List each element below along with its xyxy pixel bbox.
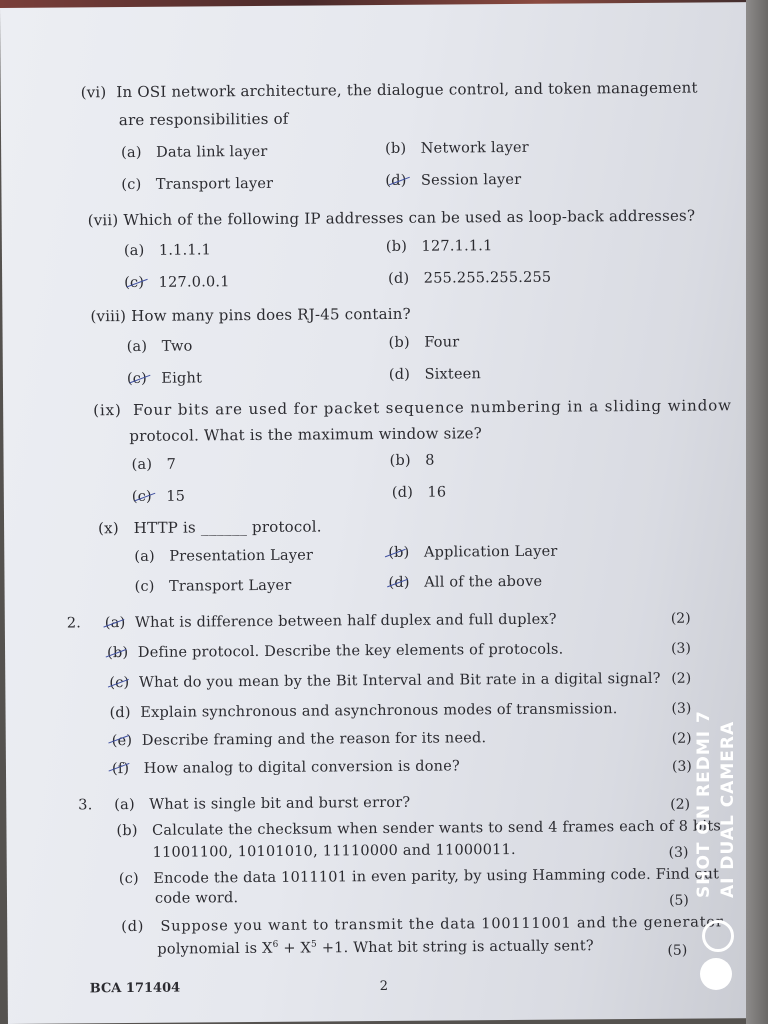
question-x: [98, 517, 322, 537]
option-b: (b) Four: [388, 334, 460, 351]
marks: (2): [670, 610, 691, 627]
question-text: Four bits are used for packet sequence numbering in a sliding window: [132, 396, 732, 419]
q2-part-d: (d) Explain synchronous and asynchronous modes of transmission.: [109, 701, 618, 722]
question-text: Which of the following IP addresses can be used as loop-back addresses?: [123, 206, 696, 230]
question-number: (vi): [80, 83, 107, 102]
option-b: (b) Application Layer: [388, 543, 558, 561]
question-text: In OSI network architecture, the dialogue control, and token management: [116, 78, 698, 102]
q2-part-e: (e) Describe framing and the reason for its need.: [111, 730, 487, 750]
watermark-logo-ring: [702, 920, 734, 952]
watermark-logo-dot: [700, 958, 732, 990]
photo-right-edge: [746, 0, 768, 1024]
q3-part-a: (a) What is single bit and burst error?: [114, 794, 411, 814]
marks: (2): [671, 670, 692, 687]
page-number: 2: [379, 978, 389, 995]
q2-part-c: (c) What do you mean by the Bit Interval and Bit rate in a digital signal?: [109, 670, 661, 692]
question-text: HTTP is ______ protocol.: [133, 517, 322, 537]
option-c: (c) Transport layer: [121, 175, 274, 194]
question-number: (viii): [90, 307, 127, 326]
q3-part-d-cont: polynomial is $X^6 + X^5 +1$. What bit string is actually sent?: [157, 938, 594, 958]
option-b: (b) Network layer: [385, 139, 529, 157]
marks: (3): [668, 844, 689, 861]
option-c: (c) 127.0.0.1: [124, 274, 230, 292]
question-text-cont: protocol. What is the maximum window size?: [129, 424, 483, 445]
q3-part-b-cont: 11001100, 10101010, 11110000 and 11000011.: [152, 841, 516, 861]
exam-paper: [0, 2, 756, 1024]
option-c: (c) 15: [131, 488, 186, 505]
q2-part-b: (b) Define protocol. Describe the key elements of protocols.: [107, 641, 564, 662]
q2-part-f: (f) How analog to digital conversion is done?: [111, 758, 461, 778]
question-2-number: 2.: [66, 615, 82, 632]
option-a: (a) Data link layer: [121, 143, 268, 162]
question-number: (vii): [87, 211, 119, 230]
question-text-cont: are responsibilities of: [118, 109, 289, 130]
option-a: (a) Presentation Layer: [134, 547, 314, 565]
q3-part-c: (c) Encode the data 1011101 in even parity, by using Hamming code. Find out: [118, 866, 720, 888]
question-text: How many pins does RJ-45 contain?: [131, 304, 411, 325]
option-c: (c) Eight: [126, 370, 203, 388]
option-a: (a) 1.1.1.1: [123, 242, 212, 260]
marks: (3): [671, 758, 692, 775]
option-c: (c) Transport Layer: [134, 577, 292, 595]
paper-code: BCA 171404: [89, 980, 181, 997]
marks: (3): [671, 700, 692, 717]
option-d: (d) 16: [391, 484, 447, 501]
q3-part-c-cont: code word.: [154, 890, 239, 907]
option-d: (d) Sixteen: [388, 366, 482, 383]
q2-part-a: (a) What is difference between half duplex and full duplex?: [104, 611, 557, 632]
q3-part-d: (d) Suppose you want to transmit the data 100111001 and the generator: [121, 914, 724, 936]
watermark-line-1: SHOT ON REDMI 7: [694, 710, 714, 898]
option-b: (b) 8: [389, 452, 435, 469]
marks: (5): [668, 892, 689, 909]
question-vi: [81, 79, 698, 102]
question-number: (x): [98, 519, 119, 538]
question-vii: [88, 207, 696, 230]
option-d: (d) Session layer: [385, 171, 522, 189]
marks: (2): [670, 796, 691, 813]
option-a: (a) Two: [126, 338, 193, 356]
question-3-number: 3.: [78, 797, 93, 814]
question-number: (ix): [93, 401, 122, 420]
option-d: (d) All of the above: [388, 573, 543, 591]
q3-part-b: (b) Calculate the checksum when sender wants to send 4 frames each of 8 bits: [116, 818, 722, 840]
marks: (3): [670, 640, 691, 657]
marks: (5): [667, 942, 688, 959]
marks: (2): [671, 730, 692, 747]
watermark-line-2: AI DUAL CAMERA: [718, 720, 738, 898]
option-a: (a) 7: [131, 456, 177, 473]
option-b: (b) 127.1.1.1: [385, 238, 493, 255]
question-viii: [90, 305, 411, 326]
question-ix: [93, 396, 732, 419]
option-d: (d) 255.255.255.255: [388, 269, 552, 287]
